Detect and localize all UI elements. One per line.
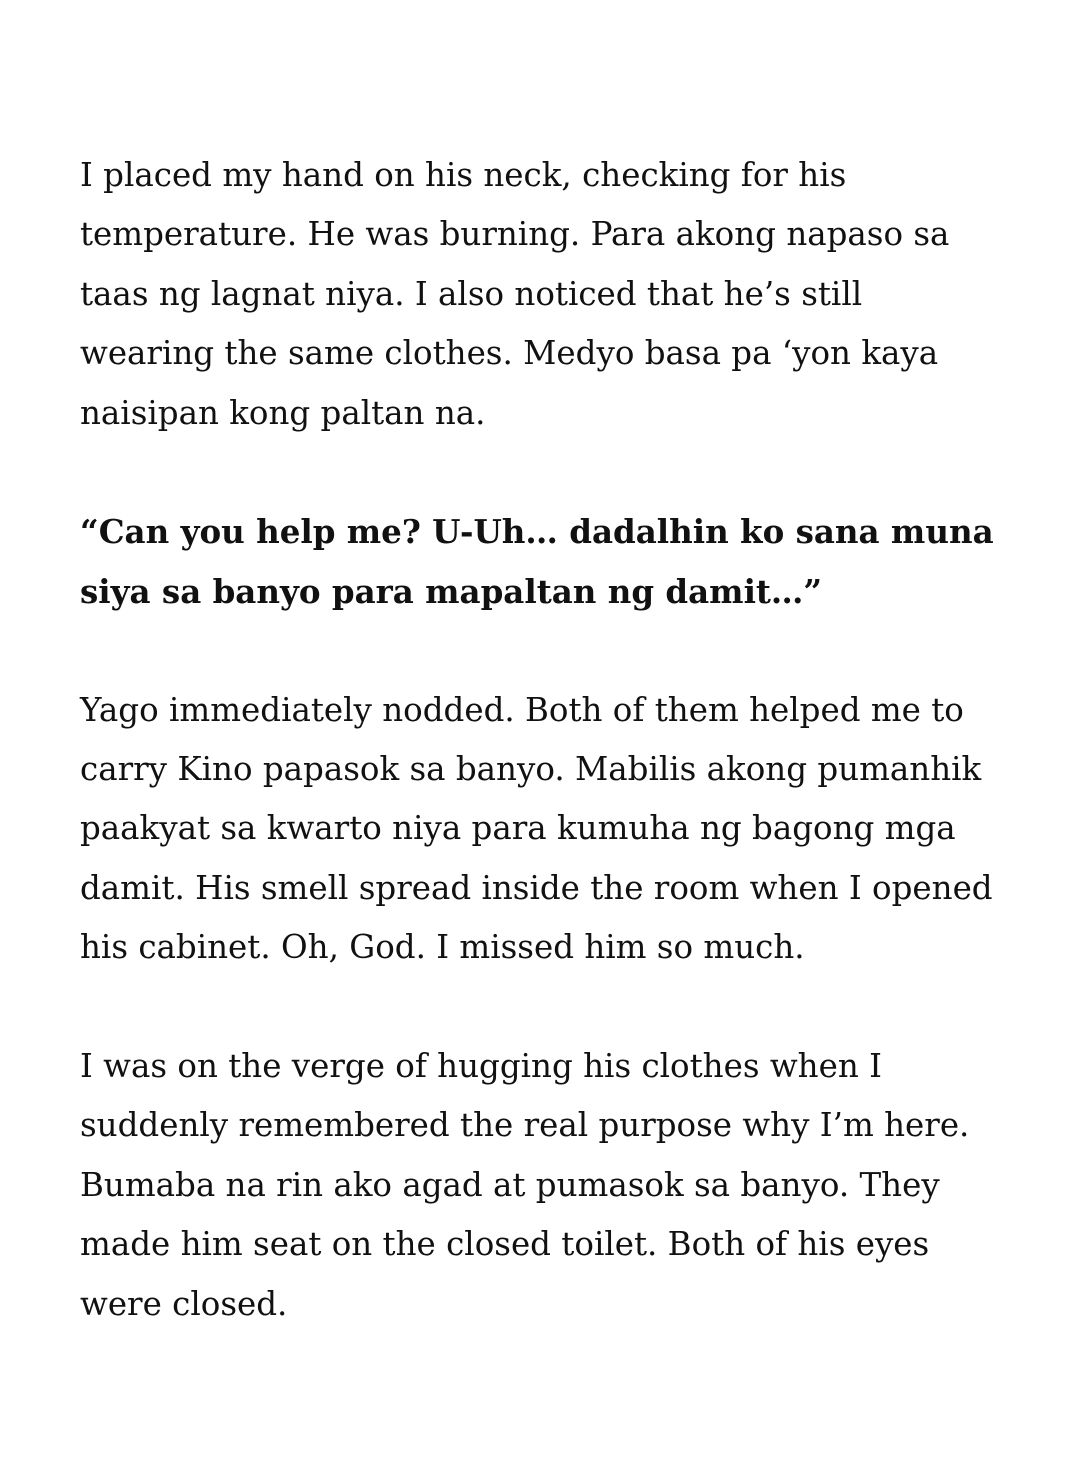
paragraph-3: Yago immediately nodded. Both of them helped me to carry Kino papasok sa banyo. Mabilis akong pumanhik paakyat sa kwarto niya para kumuha ng bagong mga damit. His smell spread inside the room when I opened his cabinet. Oh, God. I missed him so much. [80, 690, 993, 967]
paragraph-2-dialogue: “Can you help me? U-Uh… dadalhin ko sana muna siya sa banyo para mapaltan ng damit…” [80, 512, 994, 611]
story-text [80, 146, 1000, 1393]
paragraph-4: I was on the verge of hugging his clothes when I suddenly remembered the real purpose why I’m here. Bumaba na rin ako agad at pumasok sa banyo. They made him seat on the closed toilet. Both of his eyes were closed. [80, 1047, 970, 1323]
paragraph-1: I placed my hand on his neck, checking for his temperature. He was burning. Para akong napaso sa taas ng lagnat niya. I also noticed that he’s still wearing the same clothes. Medyo basa pa ‘yon kaya naisipan kong paltan na. [80, 156, 950, 432]
